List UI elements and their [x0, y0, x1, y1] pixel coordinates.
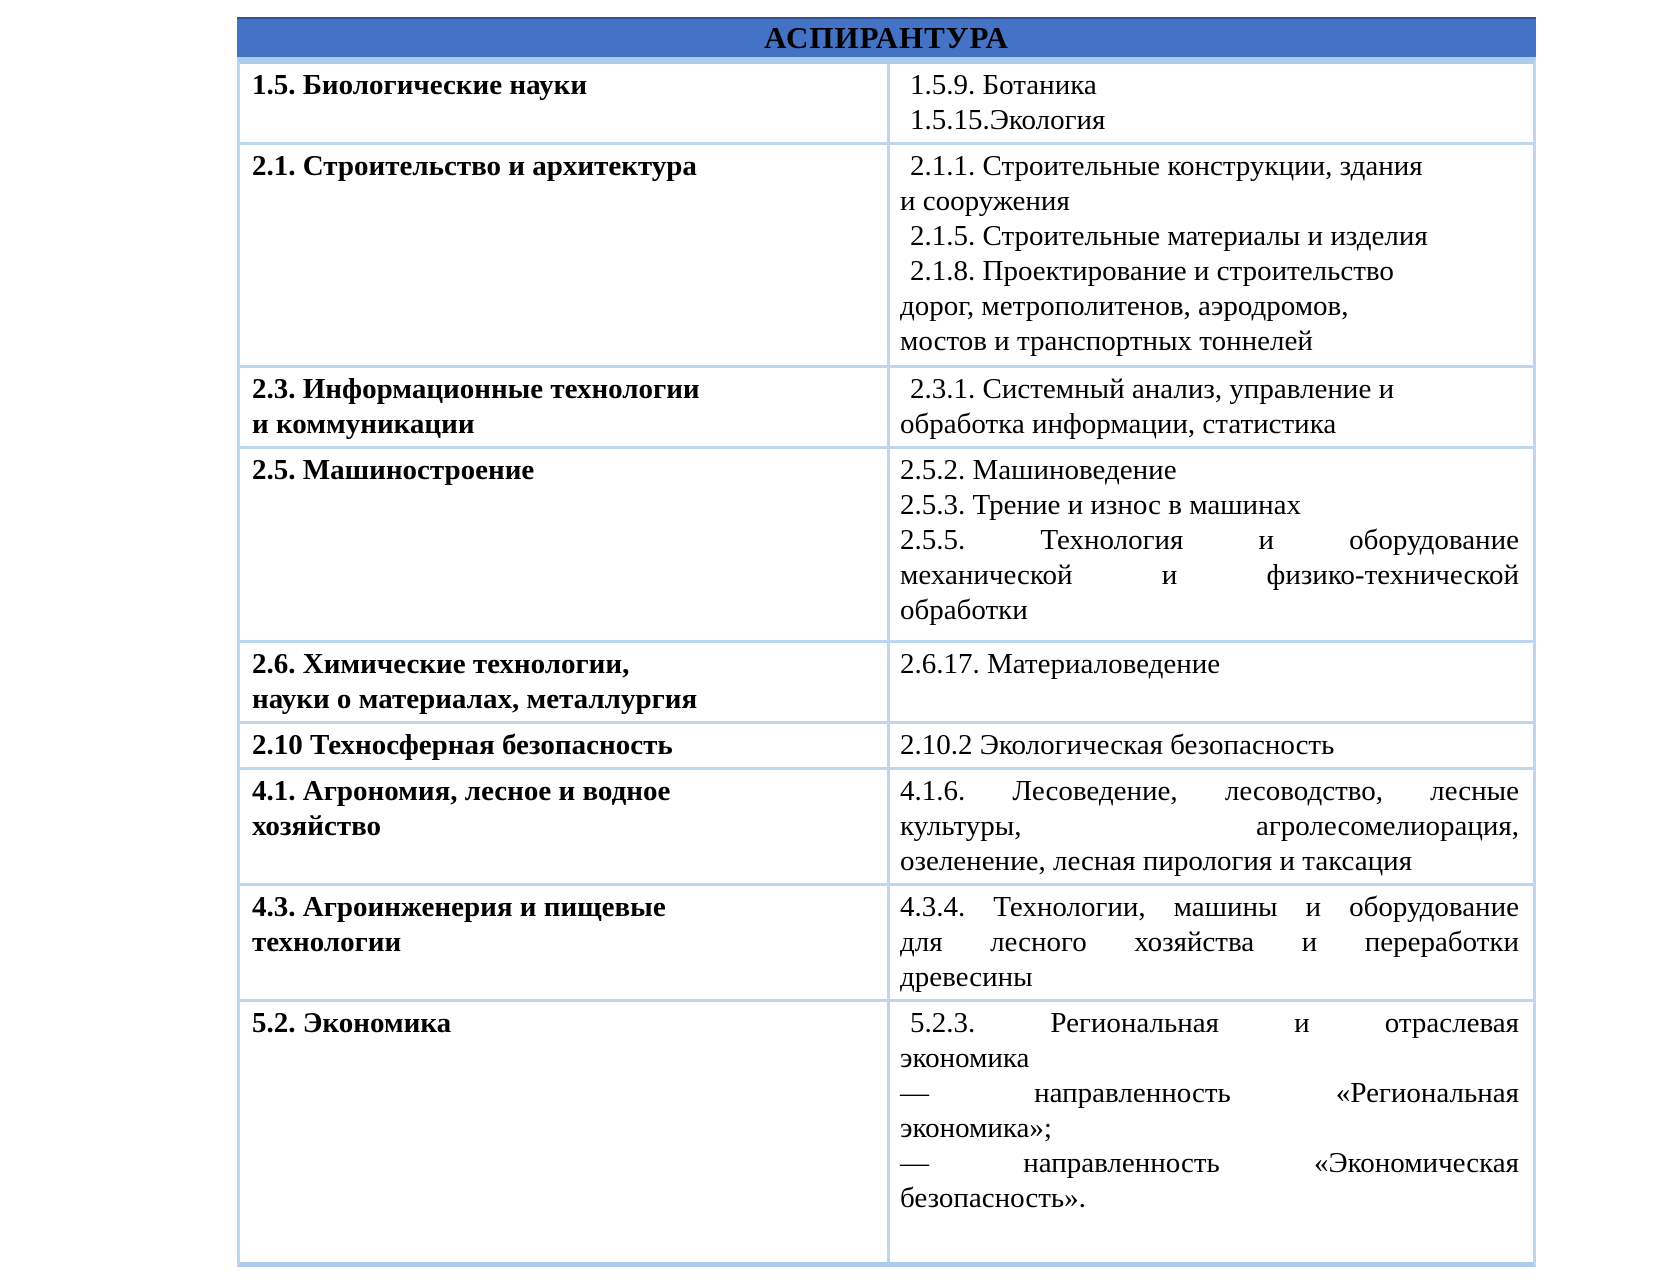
word: оборудование [1349, 524, 1519, 556]
word: и [1301, 926, 1318, 958]
category-cell [240, 643, 890, 721]
specialty-paragraph [900, 774, 1519, 879]
word: направленность [1034, 1077, 1231, 1109]
table-row [240, 643, 1533, 724]
word: Лесоведение, [1012, 775, 1178, 807]
category-cell [240, 449, 890, 640]
text-line: 1.5.15.Экология [910, 104, 1106, 136]
table-body [237, 57, 1536, 1267]
word: 2.5.5. [900, 524, 966, 556]
word: — [900, 1077, 929, 1109]
specialty-paragraph [900, 1146, 1519, 1216]
specialties-cell [890, 770, 1533, 883]
word: направленность [1023, 1147, 1220, 1179]
text-line: древесины [900, 961, 1033, 993]
category-cell [240, 886, 890, 999]
text-line: 2.1.5. Строительные материалы и изделия [910, 220, 1428, 252]
word: культуры, [900, 810, 1022, 842]
word: машины [1173, 891, 1278, 923]
word: Технология [1040, 524, 1184, 556]
text-line: 2.1.1. Строительные конструкции, здания [910, 150, 1423, 182]
word: хозяйства [1134, 926, 1255, 958]
category-cell [240, 368, 890, 446]
text-line [900, 1006, 1519, 1041]
text-line [900, 890, 1519, 925]
category-cell [240, 724, 890, 767]
aspirantura-table [237, 17, 1536, 1267]
text-line: науки о материалах, металлургия [252, 683, 698, 715]
specialties-cell [890, 368, 1533, 446]
text-line: 2.6. Химические технологии, [252, 648, 630, 680]
specialties-cell [890, 145, 1533, 365]
text-line [900, 523, 1519, 558]
word: и [1161, 559, 1178, 591]
table-row [240, 145, 1533, 368]
word: агролесомелиорация, [1256, 810, 1519, 842]
word: Технологии, [993, 891, 1146, 923]
text-line: 2.5. Машиностроение [252, 454, 535, 486]
table-row [240, 64, 1533, 145]
text-line: 2.10 Техносферная безопасность [252, 729, 673, 761]
specialty-paragraph [900, 68, 1519, 103]
specialties-cell [890, 449, 1533, 640]
word: для [900, 926, 943, 958]
specialty-paragraph [900, 1006, 1519, 1076]
text-line: и сооружения [900, 185, 1070, 217]
specialty-paragraph [900, 372, 1519, 442]
specialty-paragraph [900, 488, 1519, 523]
word: 4.3.4. [900, 891, 966, 923]
table-header [237, 17, 1536, 57]
text-line [900, 925, 1519, 960]
text-line: обработки [900, 594, 1028, 626]
text-line: дорог, метрополитенов, аэродромов, [900, 290, 1349, 322]
text-line: 2.1. Строительство и архитектура [252, 150, 697, 182]
table-row [240, 1002, 1533, 1262]
word: лесные [1430, 775, 1519, 807]
text-line [900, 1146, 1519, 1181]
specialty-paragraph [900, 1076, 1519, 1146]
specialty-paragraph [900, 254, 1519, 359]
word: лесного [990, 926, 1087, 958]
table-row [240, 368, 1533, 449]
text-line [900, 1076, 1519, 1111]
specialty-paragraph [900, 728, 1519, 763]
word: — [900, 1147, 929, 1179]
text-line: 2.5.3. Трение и износ в машинах [900, 489, 1301, 521]
category-cell [240, 1002, 890, 1262]
text-line: мостов и транспортных тоннелей [900, 325, 1313, 357]
specialty-paragraph [900, 523, 1519, 628]
specialty-paragraph [900, 219, 1519, 254]
text-line [900, 809, 1519, 844]
text-line: экономика [900, 1042, 1030, 1074]
word: механической [900, 559, 1073, 591]
word: Региональная [1050, 1007, 1219, 1039]
word: 4.1.6. [900, 775, 966, 807]
text-line: 2.6.17. Материаловедение [900, 648, 1221, 680]
text-line: 2.3.1. Системный анализ, управление и [910, 373, 1395, 405]
category-cell [240, 64, 890, 142]
word: и [1294, 1007, 1310, 1039]
text-line [900, 558, 1519, 593]
specialties-cell [890, 724, 1533, 767]
specialty-paragraph [900, 890, 1519, 995]
specialties-cell [890, 643, 1533, 721]
word: 5.2.3. [910, 1007, 976, 1039]
text-line: 2.3. Информационные технологии [252, 373, 700, 405]
text-line: 5.2. Экономика [252, 1007, 452, 1039]
text-line: безопасность». [900, 1182, 1086, 1214]
text-line: экономика»; [900, 1112, 1052, 1144]
text-line: 1.5.9. Ботаника [910, 69, 1097, 101]
page-title: АСПИРАНТУРА [764, 20, 1009, 55]
table-row [240, 724, 1533, 770]
specialty-paragraph [900, 103, 1519, 138]
table-row [240, 770, 1533, 886]
table-row [240, 449, 1533, 643]
specialty-paragraph [900, 453, 1519, 488]
table-row [240, 886, 1533, 1002]
category-cell [240, 770, 890, 883]
specialty-paragraph [900, 149, 1519, 219]
text-line: 4.1. Агрономия, лесное и водное [252, 775, 671, 807]
text-line: технологии [252, 926, 402, 958]
word: физико-технической [1266, 559, 1519, 591]
specialty-paragraph [900, 647, 1519, 682]
text-line: 1.5. Биологические науки [252, 69, 588, 101]
text-line: и коммуникации [252, 408, 475, 440]
text-line: 4.3. Агроинженерия и пищевые [252, 891, 666, 923]
word: оборудование [1349, 891, 1519, 923]
text-line: хозяйство [252, 810, 382, 842]
text-line: обработка информации, статистика [900, 408, 1337, 440]
word: «Экономическая [1313, 1147, 1519, 1179]
category-cell [240, 145, 890, 365]
text-line: 2.1.8. Проектирование и строительство [910, 255, 1394, 287]
text-line: 2.10.2 Экологическая безопасность [900, 729, 1335, 761]
word: и [1305, 891, 1322, 923]
specialties-cell [890, 1002, 1533, 1262]
text-line [900, 774, 1519, 809]
word: и [1258, 524, 1274, 556]
text-line: 2.5.2. Машиноведение [900, 454, 1177, 486]
word: переработки [1364, 926, 1519, 958]
specialties-cell [890, 64, 1533, 142]
word: отраслевая [1384, 1007, 1519, 1039]
word: лесоводство, [1224, 775, 1383, 807]
specialties-cell [890, 886, 1533, 999]
word: «Региональная [1335, 1077, 1519, 1109]
text-line: озеленение, лесная пирология и таксация [900, 845, 1413, 877]
